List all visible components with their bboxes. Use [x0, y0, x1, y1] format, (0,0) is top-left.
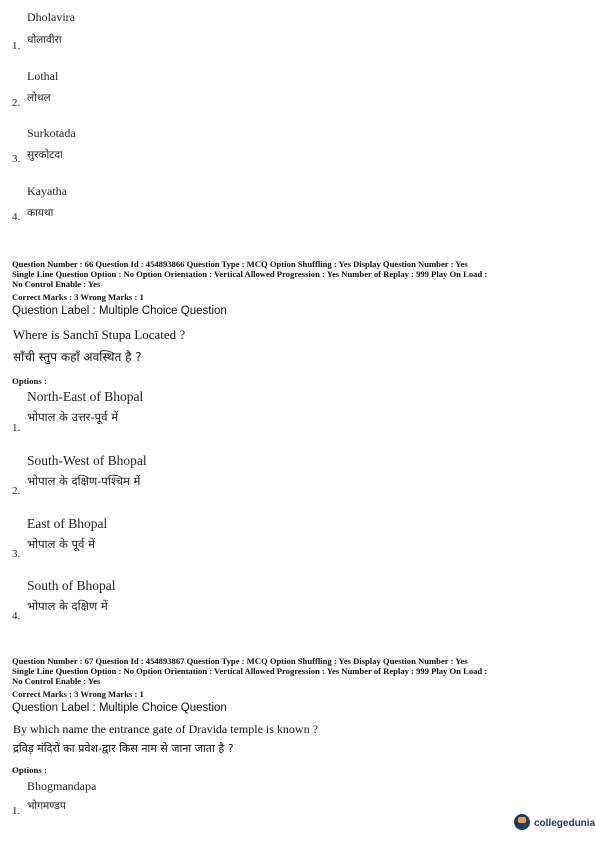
q66-option-2-hi: भोपाल के दक्षिण-पश्चिम में [27, 474, 141, 488]
q67-option-1-hi: भोगमण्डप [27, 800, 66, 812]
q66-options-label: Options : [12, 376, 47, 386]
logo-text: collegedunia [534, 818, 595, 829]
q67-meta-line2: Single Line Question Option : No Option Orientation : Vertical Allowed Progression : Yes Number of Replay : 999 Play On Load : [12, 666, 488, 676]
q66-meta-line1: Question Number : 66 Question Id : 454893866 Question Type : MCQ Option Shuffling : Yes Display Question Number : Yes [12, 259, 468, 269]
q66-option-4-en: South of Bhopal [27, 578, 116, 593]
q67-options-label: Options : [12, 765, 47, 775]
prev-option-3-num: 3. [12, 153, 21, 165]
logo-wordmark [534, 813, 595, 831]
q66-option-4-hi: भोपाल के दक्षिण में [27, 599, 108, 613]
q66-option-3-num: 3. [12, 548, 21, 560]
q67-marks: Correct Marks : 3 Wrong Marks : 1 [12, 689, 144, 699]
q66-option-1-num: 1. [12, 422, 21, 434]
q66-question-hi: साँची स्तुप कहाँ अवस्थित है ? [13, 350, 142, 364]
prev-option-2-en: Lothal [27, 69, 59, 83]
q66-option-2-en: South-West of Bhopal [27, 453, 147, 468]
q67-meta-line3: No Control Enable : Yes [12, 676, 101, 686]
q66-meta-line3: No Control Enable : Yes [12, 279, 101, 289]
q66-option-3-hi: भोपाल के पूर्व में [27, 537, 95, 551]
prev-option-4-hi: कायथा [27, 207, 54, 219]
prev-option-1-en: Dholavira [27, 10, 75, 24]
prev-option-3-en: Surkotada [27, 126, 76, 140]
q66-option-3-en: East of Bhopal [27, 516, 108, 531]
q67-option-1-en: Bhogmandapa [27, 779, 97, 793]
q66-question-en: Where is Sanchī Stupa Located ? [13, 327, 186, 342]
q67-option-1-num: 1. [12, 805, 21, 817]
prev-option-2-hi: लोथल [27, 92, 51, 104]
q66-option-4-num: 4. [12, 610, 21, 622]
collegedunia-logo [514, 813, 595, 831]
prev-option-2-num: 2. [12, 97, 21, 109]
prev-option-1-num: 1. [12, 40, 21, 52]
q66-option-2-num: 2. [12, 485, 21, 497]
prev-option-1-hi: धोलावीरा [27, 34, 62, 46]
prev-option-3-hi: सुरकोटदा [27, 149, 63, 161]
q67-meta-line1: Question Number : 67 Question Id : 454893867 Question Type : MCQ Option Shuffling : Yes Display Question Number : Yes [12, 656, 468, 666]
q67-question-en: By which name the entrance gate of Dravida temple is known ? [13, 722, 318, 736]
q66-question-label: Question Label : Multiple Choice Question [12, 305, 227, 317]
q66-meta-line2: Single Line Question Option : No Option Orientation : Vertical Allowed Progression : Yes Number of Replay : 999 Play On Load : [12, 269, 488, 279]
prev-option-4-en: Kayatha [27, 184, 67, 198]
prev-option-4-num: 4. [12, 211, 21, 223]
q67-question-hi: द्रविड़ मंदिरों का प्रवेश-द्वार किस नाम से जाना जाता है ? [13, 742, 234, 755]
q67-question-label: Question Label : Multiple Choice Question [12, 702, 227, 714]
mascot-icon [514, 814, 530, 830]
q66-marks: Correct Marks : 3 Wrong Marks : 1 [12, 292, 144, 302]
q66-option-1-en: North-East of Bhopal [27, 389, 144, 404]
q66-option-1-hi: भोपाल के उत्तर-पूर्व में [27, 410, 119, 424]
